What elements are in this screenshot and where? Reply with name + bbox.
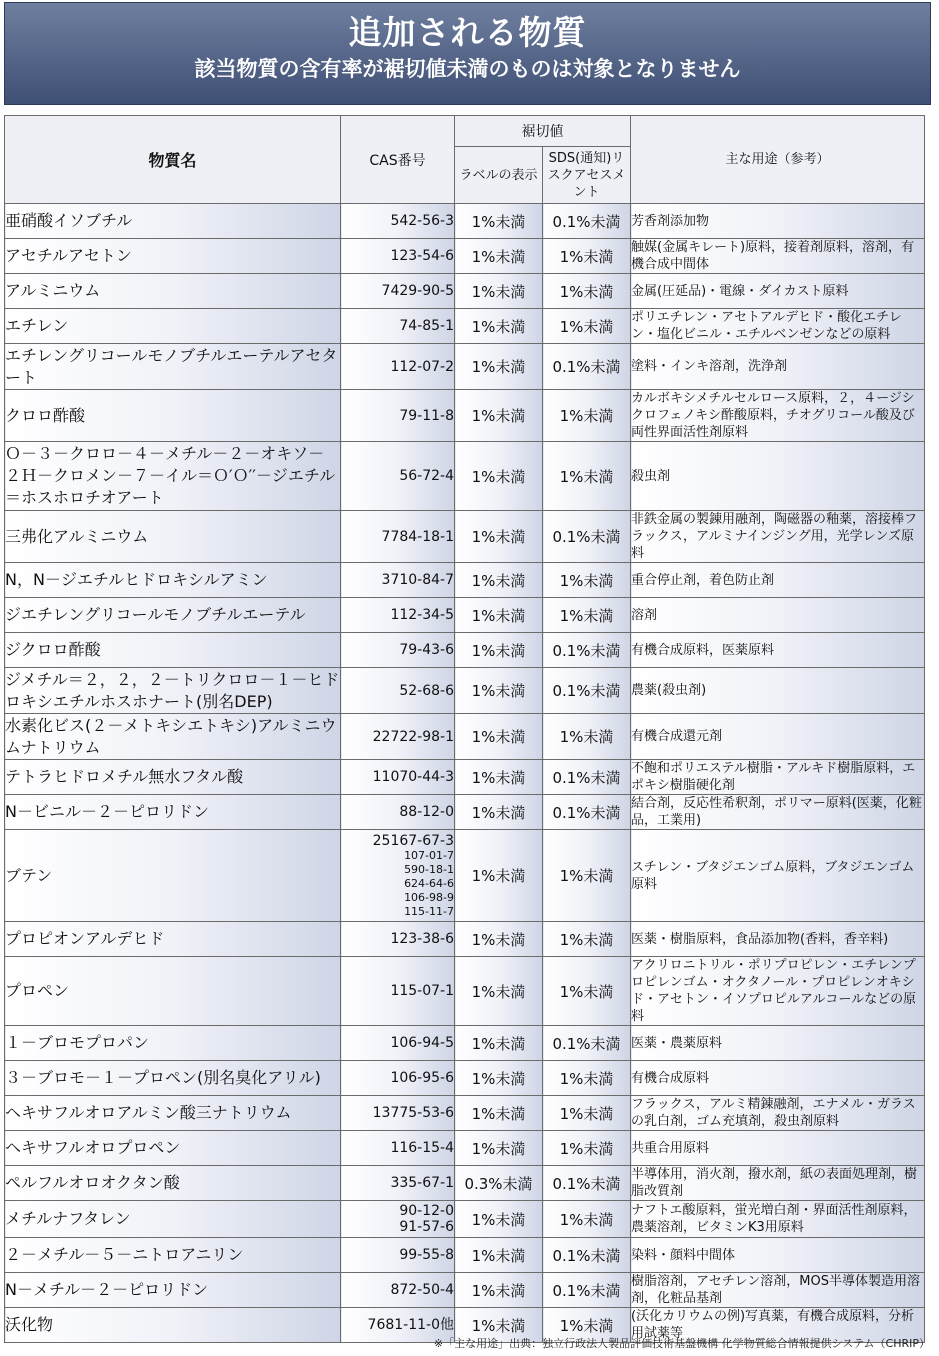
- main-use: 農薬(殺虫剤): [631, 668, 925, 714]
- cas-number: [341, 1026, 455, 1061]
- cas-number: [341, 204, 455, 239]
- table-row: [5, 563, 925, 598]
- table-row: [5, 204, 925, 239]
- table-row: [5, 1026, 925, 1061]
- cas-primary: 7784-18-1: [381, 528, 454, 545]
- cas-number: [341, 714, 455, 760]
- cas-alternate: 624-64-6: [404, 876, 454, 890]
- cas-primary: 123-54-6: [390, 248, 454, 264]
- col-header-label: ラベルの表示: [455, 147, 543, 204]
- cas-number: [341, 1096, 455, 1131]
- cutoff-label: 1%未満: [455, 1308, 543, 1343]
- main-use: カルボキシメチルセルロース原料，２，４ージシクロフェノキシ酢酸原料，チオグリコール酸及び両性界面活性剤原料: [631, 390, 925, 442]
- cas-alternate: 115-11-7: [404, 904, 454, 918]
- cutoff-sds: 1%未満: [543, 309, 631, 344]
- cas-number: [341, 344, 455, 390]
- main-use: フラックス，アルミ精錬融剤，エナメル・ガラスの乳白剤，ゴム充填剤，殺虫剤原料: [631, 1096, 925, 1131]
- cutoff-label: 1%未満: [455, 563, 543, 598]
- substance-name: ヘキサフルオロプロペン: [5, 1131, 341, 1166]
- cas-number: [341, 922, 455, 957]
- substance-name: １－ブロモプロパン: [5, 1026, 341, 1061]
- cas-primary: 25167-67-3: [372, 832, 454, 849]
- cas-primary: 112-34-5: [390, 607, 454, 623]
- main-use: 染料・顔料中間体: [631, 1238, 925, 1273]
- cas-number: [341, 1238, 455, 1273]
- cutoff-sds: 1%未満: [543, 563, 631, 598]
- cutoff-sds: 1%未満: [543, 274, 631, 309]
- substance-name: ジクロロ酢酸: [5, 633, 341, 668]
- substance-name: ジメチル＝２，２，２－トリクロロ－１－ヒドロキシエチルホスホナート(別名DEP): [5, 668, 341, 714]
- cas-primary: 116-15-4: [390, 1140, 454, 1156]
- cutoff-sds: 1%未満: [543, 714, 631, 760]
- substance-name: ２－メチル－５－ニトロアニリン: [5, 1238, 341, 1273]
- cutoff-sds: 1%未満: [543, 830, 631, 922]
- substance-name: Ｏ－３－クロロ－４－メチル－２－オキソ－２Ｈ－クロメン－７－イル＝Ｏ′Ｏ′′－ジエチル＝ホスホロチオアート: [5, 442, 341, 511]
- cutoff-label: 1%未満: [455, 1096, 543, 1131]
- cutoff-label: 1%未満: [455, 957, 543, 1026]
- cutoff-sds: 0.1%未満: [543, 795, 631, 830]
- substance-name: プロペン: [5, 957, 341, 1026]
- cas-primary: 90-12-0: [399, 1203, 454, 1219]
- cas-number: [341, 390, 455, 442]
- cas-primary: 106-95-6: [390, 1070, 454, 1086]
- main-use: 重合停止剤，着色防止剤: [631, 563, 925, 598]
- substance-name: アセチルアセトン: [5, 239, 341, 274]
- cas-number: [341, 1061, 455, 1096]
- main-use: 不飽和ポリエステル樹脂・アルキド樹脂原料，エポキシ樹脂硬化剤: [631, 760, 925, 795]
- source-footnote: ※「主な用途」出典：独立行政法人製品評価技術基盤機構 化学物質総合情報提供システム（CHRIP）: [433, 1337, 930, 1350]
- cas-primary: 115-07-1: [390, 983, 454, 999]
- substance-name: 沃化物: [5, 1308, 341, 1343]
- cutoff-label: 1%未満: [455, 922, 543, 957]
- cas-number: [341, 957, 455, 1026]
- table-row: [5, 442, 925, 511]
- cas-alternate: 590-18-1: [404, 862, 454, 876]
- table-row: [5, 957, 925, 1026]
- cutoff-sds: 0.1%未満: [543, 1238, 631, 1273]
- cas-number: [341, 1273, 455, 1308]
- page-header: [4, 2, 931, 105]
- main-use: 有機合成原料: [631, 1061, 925, 1096]
- page-subtitle: 該当物質の含有率が裾切値未満のものは対象となりません: [194, 57, 741, 81]
- cas-primary: 79-43-6: [399, 642, 454, 658]
- main-use: スチレン・ブタジエンゴム原料，ブタジエンゴム原料: [631, 830, 925, 922]
- substance-name: 三弗化アルミニウム: [5, 511, 341, 563]
- cutoff-sds: 0.1%未満: [543, 204, 631, 239]
- table-row: [5, 390, 925, 442]
- table-row: [5, 598, 925, 633]
- page-title: 追加される物質: [348, 13, 587, 52]
- main-use: 溶剤: [631, 598, 925, 633]
- cas-number: [341, 830, 455, 922]
- cas-primary: 13775-53-6: [372, 1105, 454, 1121]
- cutoff-sds: 1%未満: [543, 1096, 631, 1131]
- cas-primary: 99-55-8: [399, 1247, 454, 1263]
- table-row: [5, 1166, 925, 1201]
- table-row: [5, 309, 925, 344]
- cas-number: [341, 511, 455, 563]
- cutoff-label: 1%未満: [455, 309, 543, 344]
- cutoff-label: 1%未満: [455, 274, 543, 309]
- substance-name: N－メチル－２－ピロリドン: [5, 1273, 341, 1308]
- cutoff-sds: 0.1%未満: [543, 760, 631, 795]
- substance-name: 亜硝酸イソブチル: [5, 204, 341, 239]
- main-use: 医薬・農薬原料: [631, 1026, 925, 1061]
- table-row: [5, 274, 925, 309]
- main-use: 芳香剤添加物: [631, 204, 925, 239]
- substance-name: 水素化ビス(２－メトキシエトキシ)アルミニウムナトリウム: [5, 714, 341, 760]
- cutoff-sds: 0.1%未満: [543, 1273, 631, 1308]
- cutoff-label: 1%未満: [455, 204, 543, 239]
- substance-name: ジエチレングリコールモノブチルエーテル: [5, 598, 341, 633]
- substance-name: メチルナフタレン: [5, 1201, 341, 1238]
- cas-secondary: 91-57-6: [399, 1219, 454, 1235]
- cutoff-sds: 1%未満: [543, 390, 631, 442]
- cas-primary: 79-11-8: [399, 407, 454, 424]
- cas-primary: 22722-98-1: [372, 728, 454, 745]
- cas-primary: 11070-44-3: [372, 769, 454, 785]
- cas-primary: 112-07-2: [390, 358, 454, 375]
- main-use: 共重合用原料: [631, 1131, 925, 1166]
- table-row: [5, 239, 925, 274]
- substance-name: N－ビニル－２－ピロリドン: [5, 795, 341, 830]
- cas-number: [341, 633, 455, 668]
- cas-primary: 123-38-6: [390, 931, 454, 947]
- cutoff-label: 1%未満: [455, 760, 543, 795]
- cutoff-sds: 0.1%未満: [543, 1166, 631, 1201]
- main-use: 医薬・樹脂原料，食品添加物(香料，香辛料): [631, 922, 925, 957]
- cas-number: [341, 239, 455, 274]
- main-use: アクリロニトリル・ポリプロピレン・エチレンプロピレンゴム・オクタノール・プロピレンオキシド・アセトン・イソプロピルアルコールなどの原料: [631, 957, 925, 1026]
- main-use: 有機合成還元剤: [631, 714, 925, 760]
- cas-primary: 7681-11-0他: [367, 1317, 454, 1333]
- cas-primary: 542-56-3: [390, 213, 454, 229]
- main-use: 有機合成原料，医薬原料: [631, 633, 925, 668]
- col-header-cutoff: 裾切値: [455, 116, 631, 147]
- substance-name: ヘキサフルオロアルミン酸三ナトリウム: [5, 1096, 341, 1131]
- cas-number: [341, 1131, 455, 1166]
- cutoff-sds: 0.1%未満: [543, 344, 631, 390]
- table-body: [5, 204, 925, 1343]
- cutoff-sds: 1%未満: [543, 922, 631, 957]
- cas-primary: 335-67-1: [390, 1175, 454, 1191]
- cas-primary: 74-85-1: [399, 318, 454, 334]
- cas-primary: 52-68-6: [399, 682, 454, 699]
- cas-number: [341, 795, 455, 830]
- table-row: [5, 1061, 925, 1096]
- cas-primary: 106-94-5: [390, 1035, 454, 1051]
- cas-number: [341, 760, 455, 795]
- col-header-sds: SDS(通知)リスクアセスメント: [543, 147, 631, 204]
- cutoff-label: 1%未満: [455, 714, 543, 760]
- cutoff-sds: 1%未満: [543, 1201, 631, 1238]
- cas-primary: 872-50-4: [390, 1282, 454, 1298]
- cas-number: [341, 668, 455, 714]
- table-row: [5, 1238, 925, 1273]
- cas-number: [341, 598, 455, 633]
- main-use: 樹脂溶剤，アセチレン溶剤，MOS半導体製造用溶剤，化粧品基剤: [631, 1273, 925, 1308]
- main-use: 触媒(金属キレート)原料，接着剤原料，溶剤，有機合成中間体: [631, 239, 925, 274]
- cutoff-label: 1%未満: [455, 442, 543, 511]
- cas-number: [341, 1201, 455, 1238]
- substance-name: エチレングリコールモノブチルエーテルアセタート: [5, 344, 341, 390]
- cas-primary: 88-12-0: [399, 804, 454, 820]
- main-use: 殺虫剤: [631, 442, 925, 511]
- table-row: [5, 1131, 925, 1166]
- cas-primary: 3710-84-7: [381, 572, 454, 588]
- cutoff-label: 1%未満: [455, 633, 543, 668]
- substance-name: N，N－ジエチルヒドロキシルアミン: [5, 563, 341, 598]
- col-header-cas: CAS番号: [341, 116, 455, 204]
- substance-table: [4, 115, 925, 1343]
- cutoff-sds: 1%未満: [543, 598, 631, 633]
- cutoff-sds: 1%未満: [543, 1308, 631, 1343]
- cutoff-label: 1%未満: [455, 668, 543, 714]
- cutoff-label: 1%未満: [455, 1201, 543, 1238]
- cas-number: [341, 309, 455, 344]
- cutoff-label: 1%未満: [455, 344, 543, 390]
- cutoff-sds: 1%未満: [543, 239, 631, 274]
- cutoff-sds: 1%未満: [543, 1131, 631, 1166]
- cas-number: [341, 274, 455, 309]
- main-use: 金属(圧延品)・電線・ダイカスト原料: [631, 274, 925, 309]
- col-header-name: 物質名: [5, 116, 341, 204]
- table-row: [5, 922, 925, 957]
- cutoff-label: 1%未満: [455, 239, 543, 274]
- table-row: [5, 1096, 925, 1131]
- cutoff-label: 1%未満: [455, 1131, 543, 1166]
- table-row: [5, 344, 925, 390]
- cas-number: [341, 442, 455, 511]
- cutoff-label: 1%未満: [455, 1238, 543, 1273]
- main-use: 非鉄金属の製錬用融剤，陶磁器の釉薬，溶接棒フラックス，アルミナインジング用，光学レンズ原料: [631, 511, 925, 563]
- cas-alternate: 106-98-9: [404, 890, 454, 904]
- substance-name: クロロ酢酸: [5, 390, 341, 442]
- cutoff-sds: 0.1%未満: [543, 633, 631, 668]
- table-row: [5, 1201, 925, 1238]
- main-use: 塗料・インキ溶剤，洗浄剤: [631, 344, 925, 390]
- cutoff-label: 1%未満: [455, 1273, 543, 1308]
- table-row: [5, 830, 925, 922]
- substance-name: アルミニウム: [5, 274, 341, 309]
- main-use: ポリエチレン・アセトアルデヒド・酸化エチレン・塩化ビニル・エチルベンゼンなどの原料: [631, 309, 925, 344]
- main-use: (沃化カリウムの例)写真薬，有機合成原料，分析用試薬等: [631, 1308, 925, 1343]
- main-use: ナフトエ酸原料，蛍光増白剤・界面活性剤原料，農薬溶剤，ビタミンK3用原料: [631, 1201, 925, 1238]
- table-row: [5, 633, 925, 668]
- cutoff-sds: 0.1%未満: [543, 668, 631, 714]
- cutoff-label: 1%未満: [455, 511, 543, 563]
- cutoff-label: 1%未満: [455, 1061, 543, 1096]
- cutoff-sds: 1%未満: [543, 957, 631, 1026]
- main-use: 結合剤，反応性希釈剤，ポリマー原料(医薬，化粧品，工業用): [631, 795, 925, 830]
- cas-number: [341, 1166, 455, 1201]
- substance-name: ブテン: [5, 830, 341, 922]
- cas-primary: 7429-90-5: [381, 283, 454, 299]
- table-row: [5, 1273, 925, 1308]
- substance-name: テトラヒドロメチル無水フタル酸: [5, 760, 341, 795]
- cutoff-label: 1%未満: [455, 830, 543, 922]
- cutoff-label: 1%未満: [455, 1026, 543, 1061]
- table-row: [5, 511, 925, 563]
- cas-alternate: 107-01-7: [404, 848, 454, 862]
- cutoff-sds: 0.1%未満: [543, 1026, 631, 1061]
- cutoff-sds: 1%未満: [543, 1061, 631, 1096]
- substance-name: エチレン: [5, 309, 341, 344]
- col-header-use: 主な用途（参考）: [631, 116, 925, 204]
- cutoff-sds: 1%未満: [543, 442, 631, 511]
- cutoff-label: 1%未満: [455, 390, 543, 442]
- substance-name: ３－ブロモ－１－プロペン(別名臭化アリル): [5, 1061, 341, 1096]
- table-row: [5, 668, 925, 714]
- table-row: [5, 795, 925, 830]
- cas-number: [341, 563, 455, 598]
- cutoff-label: 0.3%未満: [455, 1166, 543, 1201]
- table-row: [5, 760, 925, 795]
- substance-name: プロピオンアルデヒド: [5, 922, 341, 957]
- substance-name: ペルフルオロオクタン酸: [5, 1166, 341, 1201]
- cutoff-label: 1%未満: [455, 598, 543, 633]
- main-use: 半導体用，消火剤，撥水剤，紙の表面処理剤，樹脂改質剤: [631, 1166, 925, 1201]
- table-row: [5, 714, 925, 760]
- cas-primary: 56-72-4: [399, 468, 454, 484]
- cutoff-sds: 0.1%未満: [543, 511, 631, 563]
- cutoff-label: 1%未満: [455, 795, 543, 830]
